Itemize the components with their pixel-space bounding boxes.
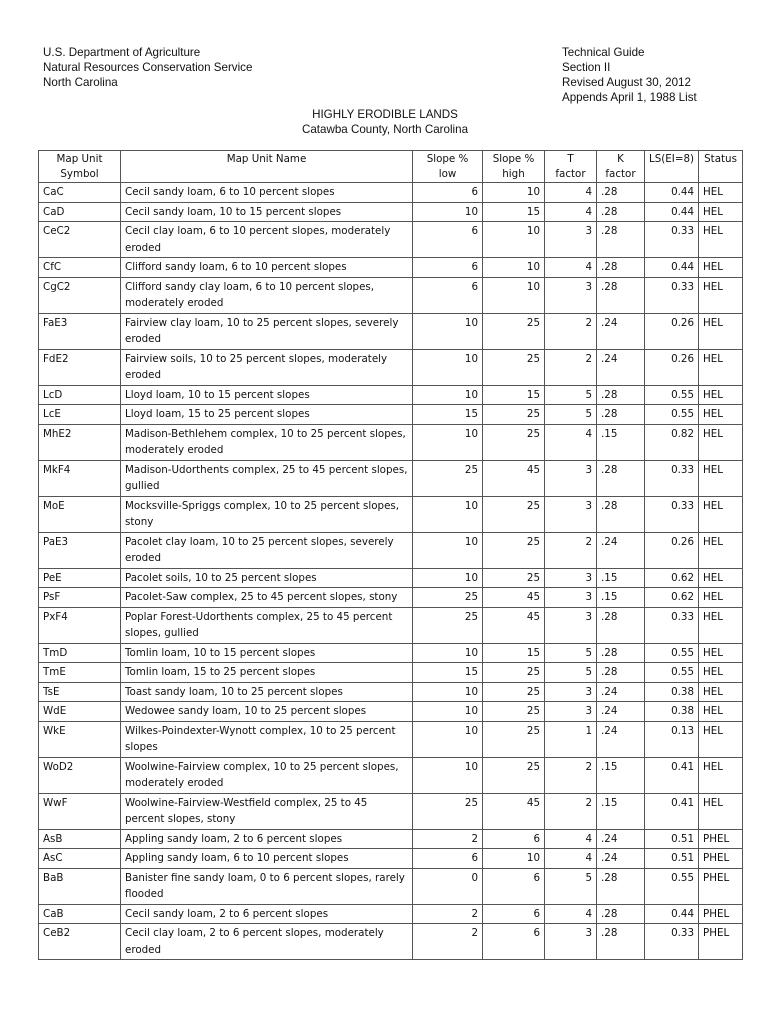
cell-t-factor: 5: [545, 663, 597, 683]
cell-k-factor: .28: [597, 924, 645, 960]
cell-k-factor: .28: [597, 258, 645, 278]
cell-symbol: LcD: [39, 385, 121, 405]
cell-slope-high: 25: [483, 568, 545, 588]
cell-symbol: CgC2: [39, 277, 121, 313]
cell-ls: 0.44: [645, 202, 699, 222]
table-row: [39, 793, 743, 829]
cell-t-factor: 2: [545, 532, 597, 568]
cell-status: HEL: [699, 532, 743, 568]
cell-name: Toast sandy loam, 10 to 25 percent slopes: [121, 682, 413, 702]
cell-status: HEL: [699, 607, 743, 643]
cell-t-factor: 3: [545, 460, 597, 496]
table-row: [39, 849, 743, 869]
cell-ls: 0.33: [645, 460, 699, 496]
table-row: [39, 496, 743, 532]
cell-symbol: AsC: [39, 849, 121, 869]
cell-ls: 0.41: [645, 793, 699, 829]
cell-k-factor: .28: [597, 385, 645, 405]
cell-ls: 0.51: [645, 849, 699, 869]
cell-name: Tomlin loam, 15 to 25 percent slopes: [121, 663, 413, 683]
hel-table: [38, 150, 743, 960]
cell-status: HEL: [699, 258, 743, 278]
table-row: [39, 868, 743, 904]
cell-k-factor: .28: [597, 405, 645, 425]
cell-ls: 0.44: [645, 258, 699, 278]
cell-status: PHEL: [699, 829, 743, 849]
cell-slope-low: 15: [413, 663, 483, 683]
cell-ls: 0.82: [645, 424, 699, 460]
table-row: [39, 183, 743, 203]
cell-slope-high: 10: [483, 277, 545, 313]
cell-t-factor: 5: [545, 868, 597, 904]
cell-status: HEL: [699, 568, 743, 588]
cell-symbol: WkE: [39, 721, 121, 757]
cell-k-factor: .28: [597, 496, 645, 532]
cell-t-factor: 2: [545, 793, 597, 829]
table-row: [39, 702, 743, 722]
table-row: [39, 904, 743, 924]
cell-t-factor: 3: [545, 924, 597, 960]
table-row: [39, 349, 743, 385]
cell-slope-high: 25: [483, 721, 545, 757]
cell-symbol: LcE: [39, 405, 121, 425]
cell-slope-high: 25: [483, 405, 545, 425]
cell-status: HEL: [699, 313, 743, 349]
cell-slope-high: 6: [483, 924, 545, 960]
cell-t-factor: 4: [545, 849, 597, 869]
cell-slope-high: 10: [483, 222, 545, 258]
cell-name: Lloyd loam, 15 to 25 percent slopes: [121, 405, 413, 425]
cell-slope-low: 6: [413, 849, 483, 869]
cell-status: PHEL: [699, 849, 743, 869]
cell-slope-high: 25: [483, 496, 545, 532]
cell-symbol: PeE: [39, 568, 121, 588]
cell-ls: 0.33: [645, 924, 699, 960]
cell-name: Poplar Forest-Udorthents complex, 25 to 45 percent slopes, gullied: [121, 607, 413, 643]
cell-symbol: PaE3: [39, 532, 121, 568]
cell-k-factor: .24: [597, 682, 645, 702]
header-right: [562, 45, 697, 105]
cell-slope-high: 25: [483, 702, 545, 722]
cell-name: Pacolet-Saw complex, 25 to 45 percent slopes, stony: [121, 588, 413, 608]
cell-slope-high: 25: [483, 313, 545, 349]
cell-symbol: CaD: [39, 202, 121, 222]
cell-k-factor: .24: [597, 702, 645, 722]
cell-ls: 0.62: [645, 588, 699, 608]
cell-status: HEL: [699, 721, 743, 757]
cell-t-factor: 5: [545, 643, 597, 663]
cell-k-factor: .28: [597, 643, 645, 663]
cell-k-factor: .15: [597, 568, 645, 588]
cell-name: Woolwine-Fairview complex, 10 to 25 percent slopes, moderately eroded: [121, 757, 413, 793]
table-row: [39, 682, 743, 702]
cell-ls: 0.26: [645, 313, 699, 349]
cell-name: Pacolet soils, 10 to 25 percent slopes: [121, 568, 413, 588]
cell-name: Fairview soils, 10 to 25 percent slopes, moderately eroded: [121, 349, 413, 385]
cell-status: HEL: [699, 424, 743, 460]
cell-ls: 0.38: [645, 682, 699, 702]
cell-slope-high: 15: [483, 643, 545, 663]
cell-k-factor: .28: [597, 607, 645, 643]
cell-name: Wilkes-Poindexter-Wynott complex, 10 to 25 percent slopes: [121, 721, 413, 757]
cell-slope-low: 10: [413, 568, 483, 588]
cell-t-factor: 5: [545, 405, 597, 425]
cell-status: HEL: [699, 222, 743, 258]
cell-slope-low: 10: [413, 385, 483, 405]
cell-t-factor: 3: [545, 702, 597, 722]
cell-k-factor: .28: [597, 460, 645, 496]
cell-name: Cecil sandy loam, 10 to 15 percent slopes: [121, 202, 413, 222]
cell-slope-low: 25: [413, 588, 483, 608]
cell-name: Clifford sandy loam, 6 to 10 percent slopes: [121, 258, 413, 278]
cell-t-factor: 5: [545, 385, 597, 405]
cell-name: Wedowee sandy loam, 10 to 25 percent slopes: [121, 702, 413, 722]
cell-ls: 0.33: [645, 277, 699, 313]
cell-t-factor: 2: [545, 313, 597, 349]
table-row: [39, 663, 743, 683]
cell-symbol: BaB: [39, 868, 121, 904]
cell-status: HEL: [699, 702, 743, 722]
cell-t-factor: 4: [545, 202, 597, 222]
cell-k-factor: .28: [597, 277, 645, 313]
cell-name: Clifford sandy clay loam, 6 to 10 percent slopes, moderately eroded: [121, 277, 413, 313]
cell-ls: 0.55: [645, 405, 699, 425]
col-header-status: Status: [699, 151, 743, 183]
table-row: [39, 222, 743, 258]
cell-name: Pacolet clay loam, 10 to 25 percent slopes, severely eroded: [121, 532, 413, 568]
cell-status: PHEL: [699, 904, 743, 924]
table-row: [39, 532, 743, 568]
cell-ls: 0.41: [645, 757, 699, 793]
cell-status: HEL: [699, 405, 743, 425]
cell-symbol: PsF: [39, 588, 121, 608]
cell-status: PHEL: [699, 924, 743, 960]
table-row: [39, 277, 743, 313]
cell-k-factor: .24: [597, 849, 645, 869]
cell-k-factor: .24: [597, 829, 645, 849]
cell-name: Woolwine-Fairview-Westfield complex, 25 to 45 percent slopes, stony: [121, 793, 413, 829]
table-row: [39, 313, 743, 349]
cell-name: Lloyd loam, 10 to 15 percent slopes: [121, 385, 413, 405]
cell-name: Banister fine sandy loam, 0 to 6 percent slopes, rarely flooded: [121, 868, 413, 904]
table-row: [39, 568, 743, 588]
cell-status: HEL: [699, 682, 743, 702]
cell-t-factor: 3: [545, 277, 597, 313]
cell-ls: 0.26: [645, 532, 699, 568]
cell-t-factor: 4: [545, 904, 597, 924]
cell-t-factor: 3: [545, 588, 597, 608]
cell-slope-low: 0: [413, 868, 483, 904]
cell-status: HEL: [699, 349, 743, 385]
col-header-slope-low: Slope % low: [413, 151, 483, 183]
cell-slope-low: 25: [413, 607, 483, 643]
cell-t-factor: 1: [545, 721, 597, 757]
cell-slope-high: 25: [483, 682, 545, 702]
cell-status: HEL: [699, 793, 743, 829]
cell-slope-high: 25: [483, 349, 545, 385]
cell-t-factor: 3: [545, 607, 597, 643]
cell-k-factor: .28: [597, 868, 645, 904]
col-header-k-factor: K factor: [597, 151, 645, 183]
cell-slope-high: 45: [483, 607, 545, 643]
cell-slope-low: 15: [413, 405, 483, 425]
cell-symbol: CeB2: [39, 924, 121, 960]
cell-slope-high: 25: [483, 424, 545, 460]
cell-t-factor: 2: [545, 757, 597, 793]
cell-ls: 0.55: [645, 663, 699, 683]
table-row: [39, 829, 743, 849]
cell-slope-high: 6: [483, 868, 545, 904]
cell-symbol: FdE2: [39, 349, 121, 385]
cell-ls: 0.51: [645, 829, 699, 849]
cell-slope-low: 10: [413, 702, 483, 722]
cell-symbol: PxF4: [39, 607, 121, 643]
cell-name: Madison-Bethlehem complex, 10 to 25 percent slopes, moderately eroded: [121, 424, 413, 460]
cell-name: Appling sandy loam, 2 to 6 percent slopes: [121, 829, 413, 849]
cell-symbol: MoE: [39, 496, 121, 532]
cell-slope-low: 6: [413, 258, 483, 278]
cell-slope-low: 10: [413, 349, 483, 385]
revised-date: Revised August 30, 2012: [562, 76, 691, 89]
table-row: [39, 757, 743, 793]
cell-k-factor: .24: [597, 313, 645, 349]
col-header-symbol: Map Unit Symbol: [39, 151, 121, 183]
cell-slope-high: 45: [483, 460, 545, 496]
cell-slope-high: 6: [483, 904, 545, 924]
cell-status: HEL: [699, 202, 743, 222]
cell-k-factor: .15: [597, 424, 645, 460]
cell-slope-high: 25: [483, 532, 545, 568]
table-row: [39, 588, 743, 608]
cell-slope-high: 6: [483, 829, 545, 849]
table-row: [39, 258, 743, 278]
cell-k-factor: .28: [597, 222, 645, 258]
cell-ls: 0.55: [645, 868, 699, 904]
cell-slope-low: 25: [413, 460, 483, 496]
cell-name: Cecil sandy loam, 6 to 10 percent slopes: [121, 183, 413, 203]
table-row: [39, 405, 743, 425]
cell-ls: 0.33: [645, 496, 699, 532]
title-county: Catawba County, North Carolina: [301, 123, 469, 136]
cell-slope-low: 2: [413, 924, 483, 960]
cell-symbol: AsB: [39, 829, 121, 849]
document-title: [0, 107, 770, 137]
cell-ls: 0.33: [645, 222, 699, 258]
cell-name: Cecil clay loam, 2 to 6 percent slopes, moderately eroded: [121, 924, 413, 960]
cell-k-factor: .15: [597, 757, 645, 793]
cell-slope-low: 6: [413, 183, 483, 203]
cell-slope-low: 10: [413, 682, 483, 702]
col-header-slope-high: Slope % high: [483, 151, 545, 183]
cell-ls: 0.62: [645, 568, 699, 588]
cell-slope-low: 25: [413, 793, 483, 829]
cell-symbol: CeC2: [39, 222, 121, 258]
table-row: [39, 385, 743, 405]
cell-k-factor: .28: [597, 663, 645, 683]
append-note: Appends April 1, 1988 List: [562, 91, 697, 104]
agency-name: U.S. Department of Agriculture: [43, 46, 201, 59]
cell-slope-low: 10: [413, 721, 483, 757]
cell-ls: 0.44: [645, 183, 699, 203]
cell-symbol: TmD: [39, 643, 121, 663]
state-name: North Carolina: [43, 76, 118, 89]
cell-slope-low: 10: [413, 313, 483, 349]
cell-name: Fairview clay loam, 10 to 25 percent slopes, severely eroded: [121, 313, 413, 349]
table-row: [39, 643, 743, 663]
cell-name: Madison-Udorthents complex, 25 to 45 percent slopes, gullied: [121, 460, 413, 496]
cell-ls: 0.26: [645, 349, 699, 385]
cell-t-factor: 3: [545, 568, 597, 588]
col-header-t-factor: T factor: [545, 151, 597, 183]
cell-symbol: MkF4: [39, 460, 121, 496]
cell-slope-high: 10: [483, 849, 545, 869]
cell-name: Cecil clay loam, 6 to 10 percent slopes, moderately eroded: [121, 222, 413, 258]
cell-t-factor: 4: [545, 258, 597, 278]
cell-t-factor: 4: [545, 829, 597, 849]
col-header-name: Map Unit Name: [121, 151, 413, 183]
cell-status: HEL: [699, 496, 743, 532]
cell-k-factor: .24: [597, 349, 645, 385]
cell-slope-low: 6: [413, 222, 483, 258]
table-header-row: [39, 151, 743, 183]
title-main: HIGHLY ERODIBLE LANDS: [312, 108, 458, 121]
cell-symbol: TmE: [39, 663, 121, 683]
cell-status: HEL: [699, 663, 743, 683]
cell-slope-low: 10: [413, 424, 483, 460]
cell-ls: 0.44: [645, 904, 699, 924]
cell-t-factor: 2: [545, 349, 597, 385]
cell-symbol: WdE: [39, 702, 121, 722]
cell-slope-high: 25: [483, 663, 545, 683]
table-row: [39, 424, 743, 460]
cell-name: Appling sandy loam, 6 to 10 percent slopes: [121, 849, 413, 869]
cell-slope-low: 10: [413, 202, 483, 222]
cell-name: Mocksville-Spriggs complex, 10 to 25 percent slopes, stony: [121, 496, 413, 532]
cell-symbol: CaB: [39, 904, 121, 924]
table-row: [39, 721, 743, 757]
cell-slope-high: 45: [483, 793, 545, 829]
cell-slope-high: 15: [483, 202, 545, 222]
cell-ls: 0.33: [645, 607, 699, 643]
header-left: [43, 45, 252, 90]
col-header-ls: LS(EI=8): [645, 151, 699, 183]
cell-symbol: CaC: [39, 183, 121, 203]
cell-status: HEL: [699, 643, 743, 663]
cell-status: HEL: [699, 385, 743, 405]
table-row: [39, 607, 743, 643]
cell-t-factor: 4: [545, 183, 597, 203]
cell-name: Cecil sandy loam, 2 to 6 percent slopes: [121, 904, 413, 924]
cell-slope-high: 10: [483, 183, 545, 203]
cell-status: HEL: [699, 183, 743, 203]
cell-slope-high: 15: [483, 385, 545, 405]
guide-name: Technical Guide: [562, 46, 645, 59]
table-row: [39, 202, 743, 222]
cell-symbol: MhE2: [39, 424, 121, 460]
cell-slope-low: 10: [413, 643, 483, 663]
cell-ls: 0.55: [645, 385, 699, 405]
cell-k-factor: .28: [597, 183, 645, 203]
service-name: Natural Resources Conservation Service: [43, 61, 253, 74]
cell-symbol: WoD2: [39, 757, 121, 793]
cell-t-factor: 4: [545, 424, 597, 460]
cell-k-factor: .24: [597, 532, 645, 568]
cell-name: Tomlin loam, 10 to 15 percent slopes: [121, 643, 413, 663]
cell-symbol: TsE: [39, 682, 121, 702]
cell-status: HEL: [699, 588, 743, 608]
cell-slope-high: 45: [483, 588, 545, 608]
cell-slope-low: 10: [413, 532, 483, 568]
cell-k-factor: .28: [597, 904, 645, 924]
cell-k-factor: .15: [597, 793, 645, 829]
cell-slope-low: 2: [413, 904, 483, 924]
cell-t-factor: 3: [545, 682, 597, 702]
cell-t-factor: 3: [545, 222, 597, 258]
cell-slope-low: 10: [413, 496, 483, 532]
cell-t-factor: 3: [545, 496, 597, 532]
cell-status: PHEL: [699, 868, 743, 904]
cell-status: HEL: [699, 460, 743, 496]
cell-ls: 0.13: [645, 721, 699, 757]
cell-symbol: FaE3: [39, 313, 121, 349]
cell-symbol: WwF: [39, 793, 121, 829]
cell-symbol: CfC: [39, 258, 121, 278]
table-row: [39, 924, 743, 960]
cell-slope-high: 25: [483, 757, 545, 793]
cell-slope-low: 10: [413, 757, 483, 793]
table-row: [39, 460, 743, 496]
cell-ls: 0.38: [645, 702, 699, 722]
cell-slope-low: 6: [413, 277, 483, 313]
cell-k-factor: .15: [597, 588, 645, 608]
cell-status: HEL: [699, 277, 743, 313]
cell-slope-low: 2: [413, 829, 483, 849]
section-name: Section II: [562, 61, 611, 74]
cell-ls: 0.55: [645, 643, 699, 663]
cell-k-factor: .24: [597, 721, 645, 757]
cell-status: HEL: [699, 757, 743, 793]
cell-slope-high: 10: [483, 258, 545, 278]
cell-k-factor: .28: [597, 202, 645, 222]
